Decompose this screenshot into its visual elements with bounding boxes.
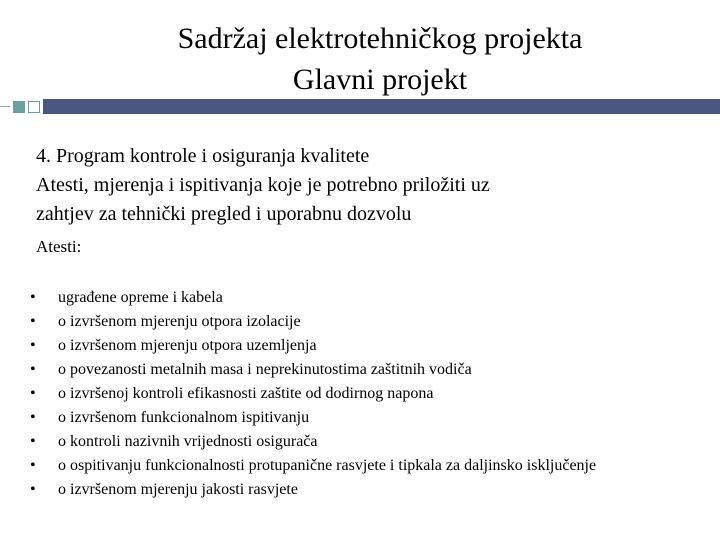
slide-title [60, 18, 700, 100]
list-item-text: o izvršenom funkcionalnom ispitivanju [58, 409, 310, 426]
list-item-text: o ospitivanju funkcionalnosti protupanične rasvjete i tipkala za daljinsko isključenje [58, 457, 597, 474]
list-item [30, 310, 700, 334]
decorative-line-left [0, 106, 10, 107]
list-item-text: ugrađene opreme i kabela [58, 289, 223, 306]
bullet-icon: • [30, 385, 36, 402]
list-item [30, 382, 700, 406]
section-heading-line-2: Atesti, mjerenja i ispitivanja koje je potrebno priložiti uz [36, 174, 490, 196]
list-item-text: o izvršenom mjerenju otpora uzemljenja [58, 337, 317, 354]
decorative-square [13, 101, 25, 113]
list-item-text: o izvršenom mjerenju jakosti rasvjete [58, 481, 298, 498]
bullet-icon: • [30, 457, 36, 474]
list-item [30, 406, 700, 430]
bullet-icon: • [30, 481, 36, 498]
list-item [30, 358, 700, 382]
bullet-icon: • [30, 409, 36, 426]
list-item [30, 334, 700, 358]
list-item-text: o kontroli nazivnih vrijednosti osigurača [58, 433, 318, 450]
atesti-list [30, 286, 700, 502]
atesti-label: Atesti: [36, 237, 82, 256]
slide-title-line-1: Sadržaj elektrotehničkog projekta [177, 22, 583, 55]
list-item-text: o izvršenoj kontroli efikasnosti zaštite od dodirnog napona [58, 385, 434, 402]
list-item [30, 478, 700, 502]
decorative-square-outline [28, 101, 40, 113]
list-item-text: o povezanosti metalnih masa i neprekinutostima zaštitnih vodiča [58, 361, 472, 378]
bullet-icon: • [30, 313, 36, 330]
list-item [30, 454, 700, 478]
list-item [30, 430, 700, 454]
bullet-icon: • [30, 337, 36, 354]
bullet-icon: • [30, 361, 36, 378]
bullet-icon: • [30, 289, 36, 306]
slide-title-line-2: Glavni projekt [292, 63, 468, 96]
list-item [30, 286, 700, 310]
section-heading-line-1: 4. Program kontrole i osiguranja kvalitete [36, 145, 370, 167]
bullet-icon: • [30, 433, 36, 450]
section-heading-line-3: zahtjev za tehnički pregled i uporabnu dozvolu [36, 203, 412, 225]
section-heading [36, 142, 706, 229]
list-item-text: o izvršenom mjerenju otpora izolacije [58, 313, 301, 330]
decorative-title-bar [43, 99, 720, 114]
